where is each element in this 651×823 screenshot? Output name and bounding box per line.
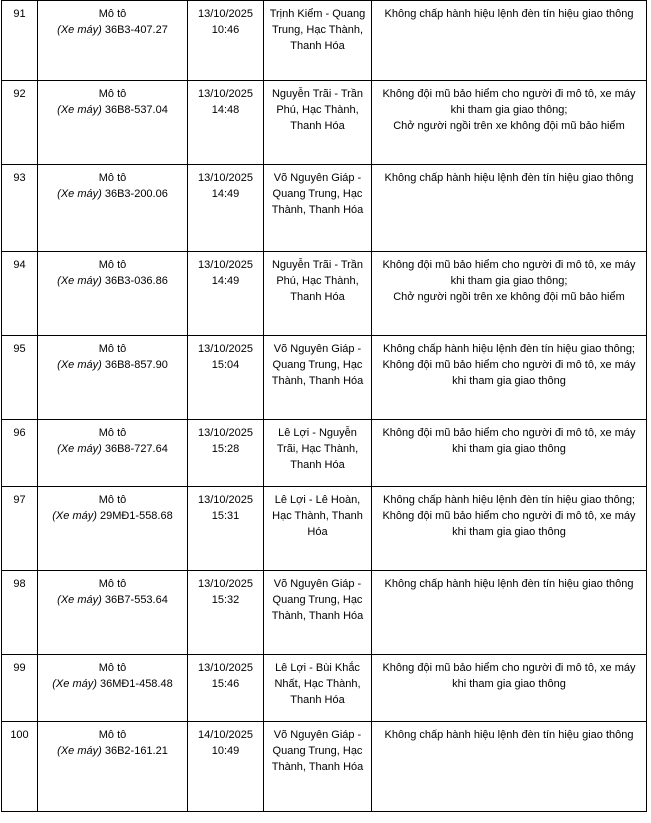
violation-line: Không chấp hành hiệu lệnh đèn tín hiệu giao thông xyxy=(384,8,634,20)
plate-number-value: 36B3-036.86 xyxy=(104,274,168,287)
row-index-value: 96 xyxy=(13,427,26,439)
cell-location xyxy=(264,81,372,165)
cell-violation xyxy=(372,1,647,81)
cell-violation xyxy=(372,571,647,655)
vehicle-plate xyxy=(41,274,184,290)
violation-line: Không chấp hành hiệu lệnh đèn tín hiệu giao thông xyxy=(384,729,634,741)
violation-date: 13/10/2025 xyxy=(197,427,254,439)
violation-line: Không chấp hành hiệu lệnh đèn tín hiệu giao thông; xyxy=(383,343,635,355)
cell-violation xyxy=(372,655,647,722)
cell-time xyxy=(188,81,264,165)
cell-index xyxy=(2,722,38,812)
table-row xyxy=(2,722,647,812)
vehicle-plate xyxy=(41,744,184,760)
cell-index xyxy=(2,487,38,571)
violation-line: Không đội mũ bảo hiểm cho người đi mô tô, xe máy khi tham gia giao thông xyxy=(382,358,636,387)
cell-location xyxy=(264,165,372,252)
cell-violation xyxy=(372,487,647,571)
cell-vehicle xyxy=(38,487,188,571)
plate-kind-label: (Xe máy) xyxy=(57,23,102,36)
location-value: Võ Nguyên Giáp - Quang Trung, Hạc Thành, Thanh Hóa xyxy=(271,729,364,773)
violation-time: 15:04 xyxy=(211,358,240,371)
vehicle-plate xyxy=(41,187,184,203)
location-value: Nguyễn Trãi - Trần Phú, Hạc Thành, Thanh Hóa xyxy=(271,259,364,303)
violation-time: 10:49 xyxy=(211,744,240,757)
cell-time xyxy=(188,1,264,81)
violation-table-body xyxy=(2,0,647,812)
table-row xyxy=(2,655,647,722)
violation-time: 14:48 xyxy=(211,103,240,116)
row-index-value: 98 xyxy=(13,578,26,590)
row-index-value: 100 xyxy=(10,729,29,741)
violation-date: 13/10/2025 xyxy=(197,259,254,271)
plate-number-value: 36B8-537.04 xyxy=(104,103,168,116)
violation-time: 15:32 xyxy=(211,593,240,606)
cell-time xyxy=(188,336,264,420)
cell-time xyxy=(188,655,264,722)
violation-line: Không đội mũ bảo hiểm cho người đi mô tô, xe máy khi tham gia giao thông xyxy=(382,427,636,455)
plate-kind-label: (Xe máy) xyxy=(52,509,97,522)
cell-time xyxy=(188,487,264,571)
table-row xyxy=(2,336,647,420)
violation-date: 13/10/2025 xyxy=(197,578,254,590)
cell-vehicle xyxy=(38,252,188,336)
vehicle-type: Mô tô xyxy=(98,8,127,20)
table-row xyxy=(2,252,647,336)
cell-index xyxy=(2,420,38,487)
plate-kind-label: (Xe máy) xyxy=(57,358,102,371)
plate-kind-label: (Xe máy) xyxy=(57,103,102,116)
violation-line: Không đội mũ bảo hiểm cho người đi mô tô, xe máy khi tham gia giao thông xyxy=(382,509,636,538)
vehicle-type: Mô tô xyxy=(98,662,127,674)
cell-violation xyxy=(372,165,647,252)
violation-line: Không chấp hành hiệu lệnh đèn tín hiệu giao thông; xyxy=(383,494,635,506)
plate-number-value: 36B8-727.64 xyxy=(104,442,168,455)
violation-table xyxy=(1,0,647,812)
cell-vehicle xyxy=(38,420,188,487)
table-row xyxy=(2,420,647,487)
vehicle-type: Mô tô xyxy=(98,172,127,184)
violation-date: 14/10/2025 xyxy=(197,729,254,741)
plate-kind-label: (Xe máy) xyxy=(57,274,102,287)
plate-number-value: 36B7-553.64 xyxy=(104,593,168,606)
violation-line: Không chấp hành hiệu lệnh đèn tín hiệu giao thông xyxy=(384,172,634,184)
cell-location xyxy=(264,655,372,722)
plate-number-value: 29MĐ1-558.68 xyxy=(99,509,173,522)
location-value: Lê Lợi - Bùi Khắc Nhất, Hạc Thành, Thanh Hóa xyxy=(274,662,361,706)
cell-time xyxy=(188,420,264,487)
violation-time: 15:31 xyxy=(211,509,240,522)
cell-location xyxy=(264,571,372,655)
cell-index xyxy=(2,571,38,655)
vehicle-plate xyxy=(41,103,184,119)
violation-time: 15:46 xyxy=(211,677,240,690)
location-value: Võ Nguyên Giáp - Quang Trung, Hạc Thành, Thanh Hóa xyxy=(271,172,364,216)
row-index-value: 92 xyxy=(13,88,26,100)
plate-kind-label: (Xe máy) xyxy=(57,744,102,757)
violation-time: 14:49 xyxy=(211,274,240,287)
vehicle-plate xyxy=(41,677,184,693)
cell-location xyxy=(264,487,372,571)
cell-time xyxy=(188,165,264,252)
violation-line: Không đội mũ bảo hiểm cho người đi mô tô, xe máy khi tham gia giao thông; xyxy=(382,88,636,116)
violation-line: Không đội mũ bảo hiểm cho người đi mô tô, xe máy khi tham gia giao thông; xyxy=(382,259,636,287)
cell-location xyxy=(264,420,372,487)
cell-vehicle xyxy=(38,1,188,81)
cell-violation xyxy=(372,252,647,336)
cell-index xyxy=(2,1,38,81)
location-value: Nguyễn Trãi - Trần Phú, Hạc Thành, Thanh Hóa xyxy=(271,88,364,132)
plate-number-value: 36B3-200.06 xyxy=(104,187,168,200)
violation-date: 13/10/2025 xyxy=(197,662,254,674)
cell-location xyxy=(264,336,372,420)
violation-time: 10:46 xyxy=(211,23,240,36)
cell-index xyxy=(2,336,38,420)
row-index-value: 93 xyxy=(13,172,26,184)
plate-kind-label: (Xe máy) xyxy=(57,187,102,200)
vehicle-type: Mô tô xyxy=(98,343,127,355)
violation-date: 13/10/2025 xyxy=(197,172,254,184)
vehicle-type: Mô tô xyxy=(98,494,127,506)
cell-location xyxy=(264,252,372,336)
table-row xyxy=(2,487,647,571)
cell-time xyxy=(188,571,264,655)
violation-line: Không chấp hành hiệu lệnh đèn tín hiệu giao thông xyxy=(384,578,634,590)
location-value: Lê Lợi - Lê Hoàn, Hạc Thành, Thanh Hóa xyxy=(272,494,363,538)
row-index-value: 97 xyxy=(13,494,26,506)
cell-time xyxy=(188,252,264,336)
cell-vehicle xyxy=(38,165,188,252)
table-row xyxy=(2,81,647,165)
cell-violation xyxy=(372,722,647,812)
row-index-value: 99 xyxy=(13,662,26,674)
vehicle-plate xyxy=(41,442,184,458)
cell-index xyxy=(2,165,38,252)
violation-line: Chở người ngồi trên xe không đội mũ bảo hiểm xyxy=(393,119,625,132)
location-value: Trịnh Kiểm - Quang Trung, Hạc Thành, Thanh Hóa xyxy=(269,8,366,52)
cell-index xyxy=(2,655,38,722)
plate-kind-label: (Xe máy) xyxy=(57,593,102,606)
table-row xyxy=(2,1,647,81)
cell-index xyxy=(2,81,38,165)
location-value: Võ Nguyên Giáp - Quang Trung, Hạc Thành, Thanh Hóa xyxy=(271,578,364,622)
vehicle-type: Mô tô xyxy=(98,729,127,741)
plate-number-value: 36B8-857.90 xyxy=(104,358,168,371)
row-index-value: 94 xyxy=(13,259,26,271)
vehicle-plate xyxy=(41,593,184,609)
cell-violation xyxy=(372,420,647,487)
location-value: Võ Nguyên Giáp - Quang Trung, Hạc Thành, Thanh Hóa xyxy=(271,343,364,387)
plate-number-value: 36B2-161.21 xyxy=(104,744,168,757)
cell-vehicle xyxy=(38,722,188,812)
plate-kind-label: (Xe máy) xyxy=(57,442,102,455)
vehicle-type: Mô tô xyxy=(98,427,127,439)
violation-line: Không đội mũ bảo hiểm cho người đi mô tô, xe máy khi tham gia giao thông xyxy=(382,662,636,690)
plate-number-value: 36B3-407.27 xyxy=(104,23,168,36)
cell-violation xyxy=(372,81,647,165)
vehicle-plate xyxy=(41,23,184,39)
cell-time xyxy=(188,722,264,812)
violation-time: 15:28 xyxy=(211,442,240,455)
plate-number-value: 36MĐ1-458.48 xyxy=(99,677,173,690)
cell-vehicle xyxy=(38,336,188,420)
cell-violation xyxy=(372,336,647,420)
table-row xyxy=(2,165,647,252)
violation-date: 13/10/2025 xyxy=(197,343,254,355)
cell-vehicle xyxy=(38,571,188,655)
violation-line: Chở người ngồi trên xe không đội mũ bảo hiểm xyxy=(393,290,625,303)
violation-date: 13/10/2025 xyxy=(197,8,254,20)
plate-kind-label: (Xe máy) xyxy=(52,677,97,690)
vehicle-type: Mô tô xyxy=(98,578,127,590)
table-row xyxy=(2,571,647,655)
vehicle-plate xyxy=(41,358,184,374)
cell-location xyxy=(264,1,372,81)
cell-vehicle xyxy=(38,655,188,722)
cell-location xyxy=(264,722,372,812)
location-value: Lê Lợi - Nguyễn Trãi, Hạc Thành, Thanh Hóa xyxy=(276,427,359,471)
vehicle-plate xyxy=(41,509,184,525)
violation-date: 13/10/2025 xyxy=(197,88,254,100)
cell-vehicle xyxy=(38,81,188,165)
violation-date: 13/10/2025 xyxy=(197,494,254,506)
cell-index xyxy=(2,252,38,336)
row-index-value: 95 xyxy=(13,343,26,355)
row-index-value: 91 xyxy=(13,8,26,20)
vehicle-type: Mô tô xyxy=(98,88,127,100)
vehicle-type: Mô tô xyxy=(98,259,127,271)
violation-time: 14:49 xyxy=(211,187,240,200)
